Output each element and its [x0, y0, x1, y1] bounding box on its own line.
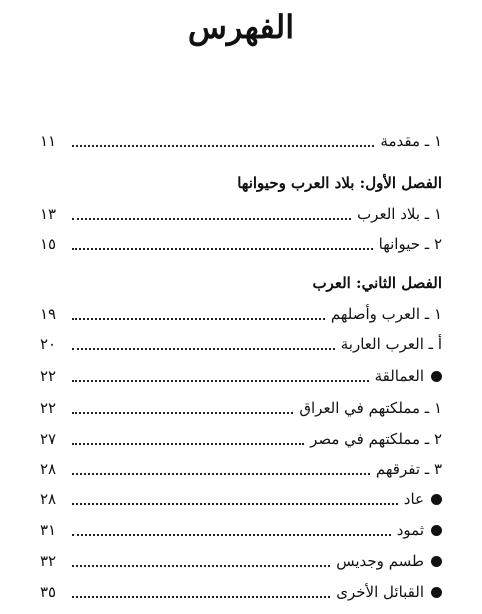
- toc-entry-label: ١ ـ بلاد العرب: [357, 205, 442, 223]
- toc-entry-label: طسم وجديس: [336, 552, 424, 570]
- toc-entry[interactable]: [40, 457, 442, 481]
- toc-entry[interactable]: [40, 487, 442, 511]
- toc-entry-page: ٣١: [40, 521, 57, 539]
- toc-entry-page: ٣٢: [40, 552, 57, 570]
- dot-leader: [72, 596, 330, 598]
- toc-entry-label: العمالقة: [374, 367, 424, 385]
- dot-leader: [72, 443, 304, 445]
- toc-entry-page: ١١: [40, 132, 57, 150]
- dot-leader: [72, 503, 398, 505]
- bullet-icon: [431, 556, 442, 567]
- toc-entry-page: ٣٥: [40, 583, 57, 601]
- chapter-heading-label: الفصل الثاني: العرب: [312, 274, 442, 292]
- toc-entry[interactable]: [40, 202, 442, 226]
- dot-leader: [72, 348, 335, 350]
- toc-entry[interactable]: [40, 549, 442, 573]
- dot-leader: [72, 218, 351, 220]
- toc-entry[interactable]: [40, 427, 442, 451]
- toc-entry-page: ٢٠: [40, 335, 57, 353]
- bullet-icon: [431, 371, 442, 382]
- toc-entry[interactable]: [40, 129, 442, 153]
- toc-entry-label: ثمود: [396, 521, 424, 539]
- toc-entry-page: ١٥: [40, 235, 57, 253]
- toc-entry[interactable]: [40, 580, 442, 604]
- toc-entry-label: أ ـ العرب العاربة: [340, 335, 442, 353]
- toc-entry[interactable]: [40, 302, 442, 326]
- dot-leader: [72, 534, 391, 536]
- toc-entry-page: ٢٧: [40, 430, 57, 448]
- toc-entry-label: ٣ ـ تفرقهم: [375, 460, 442, 478]
- dot-leader: [72, 318, 325, 320]
- bullet-icon: [431, 525, 442, 536]
- dot-leader: [72, 248, 373, 250]
- page-title: الفهرس: [187, 8, 295, 46]
- chapter-heading: [40, 171, 442, 195]
- toc-entry[interactable]: [40, 364, 442, 388]
- dot-leader: [72, 565, 330, 567]
- dot-leader: [72, 473, 370, 475]
- bullet-icon: [431, 494, 442, 505]
- dot-leader: [72, 380, 369, 382]
- chapter-heading-label: الفصل الأول: بلاد العرب وحيوانها: [237, 174, 442, 192]
- toc-entry-label: ١ ـ مقدمة: [380, 132, 442, 150]
- toc-entry-label: ٢ ـ مملكتهم في مصر: [310, 430, 442, 448]
- toc-entry-page: ٢٨: [40, 490, 57, 508]
- toc-entry-page: ٢٢: [40, 367, 57, 385]
- toc-entry[interactable]: [40, 396, 442, 420]
- toc-entry-page: ٢٢: [40, 399, 57, 417]
- toc-entry-label: القبائل الأخرى: [336, 583, 424, 601]
- toc-entry-page: ٢٨: [40, 460, 57, 478]
- toc-entry[interactable]: [40, 332, 442, 356]
- toc-entry-page: ١٣: [40, 205, 57, 223]
- dot-leader: [72, 145, 374, 147]
- toc-entry-label: ١ ـ العرب وأصلهم: [330, 305, 442, 323]
- toc-entry-label: ١ ـ مملكتهم في العراق: [299, 399, 442, 417]
- toc-entry-page: ١٩: [40, 305, 57, 323]
- chapter-heading: [40, 271, 442, 295]
- toc-entry[interactable]: [40, 518, 442, 542]
- toc-entry[interactable]: [40, 232, 442, 256]
- toc-entry-label: عاد: [403, 490, 424, 508]
- bullet-icon: [431, 587, 442, 598]
- toc-entry-label: ٢ ـ حيوانها: [378, 235, 442, 253]
- dot-leader: [72, 412, 293, 414]
